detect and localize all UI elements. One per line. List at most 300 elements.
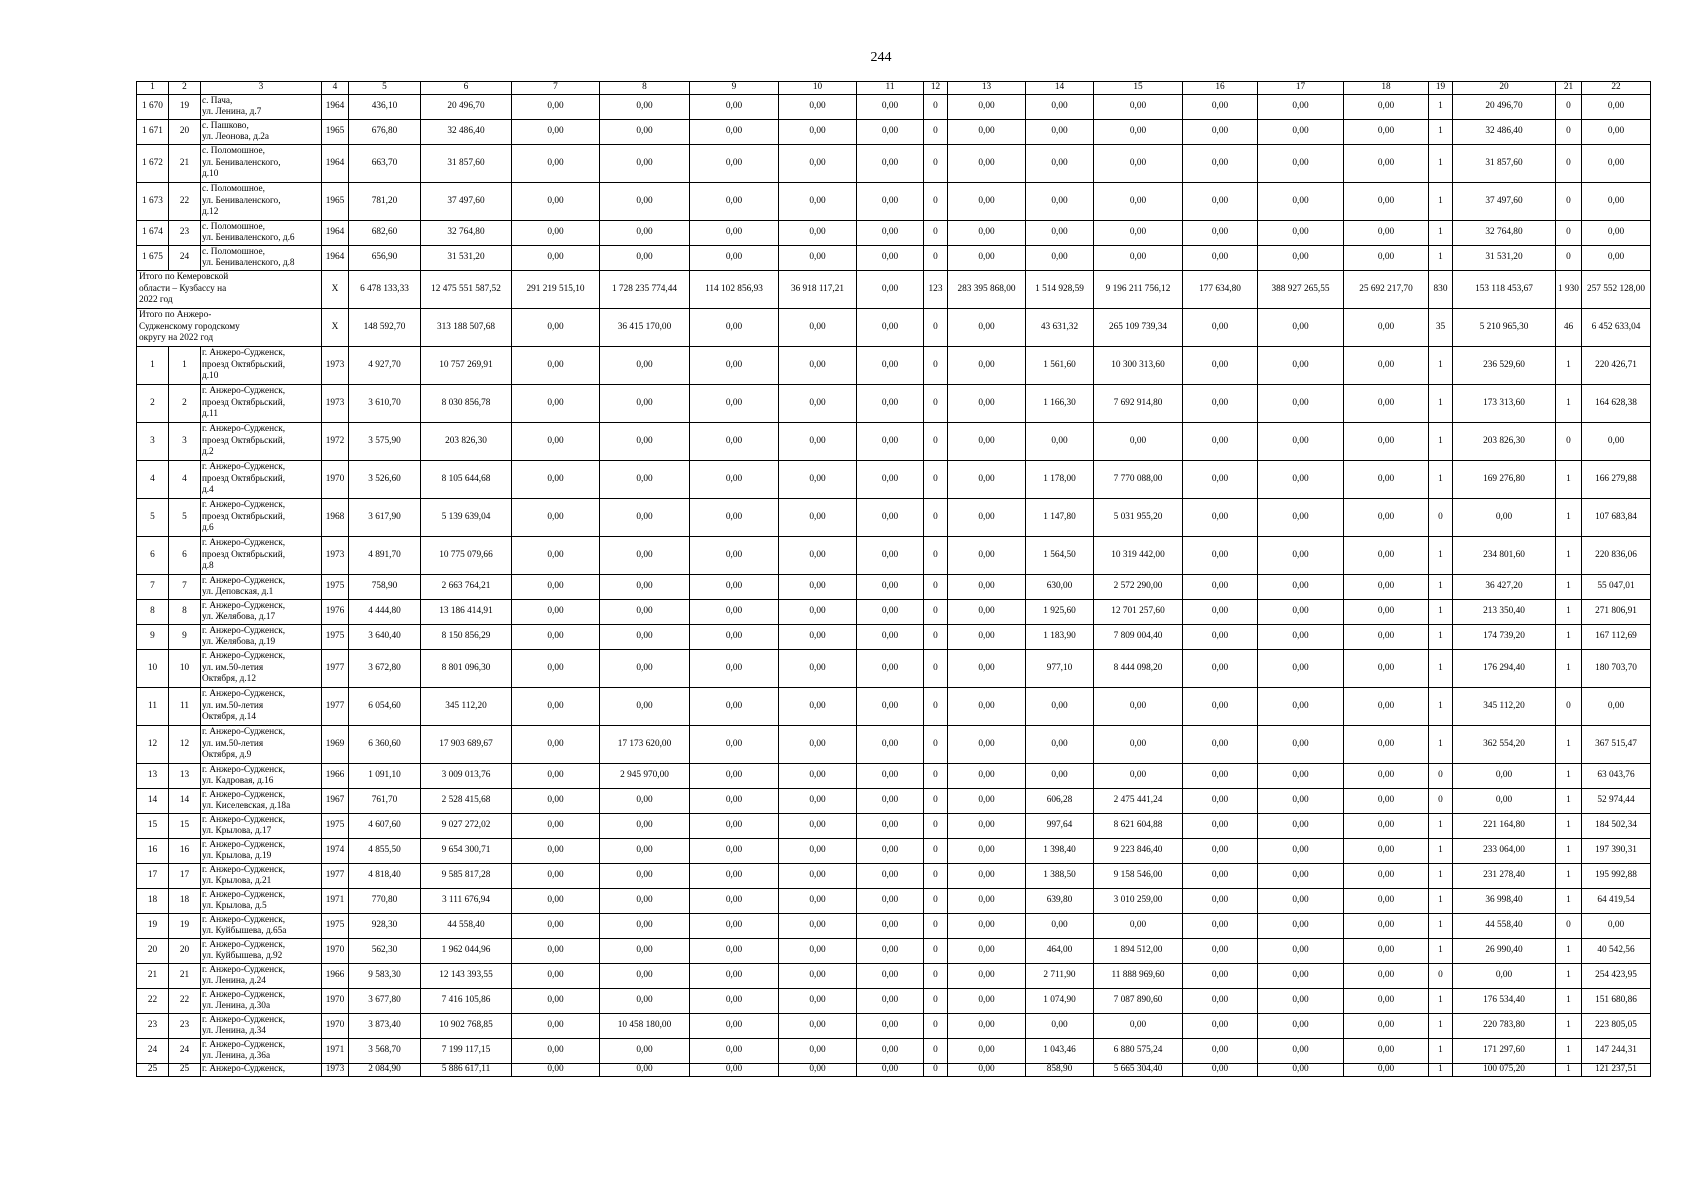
- value-cell: 0,00: [600, 839, 690, 864]
- value-cell: 0,00: [690, 246, 779, 271]
- value-cell: 0,00: [1183, 625, 1258, 650]
- value-cell: 0,00: [1026, 914, 1094, 939]
- value-cell: 176 294,40: [1453, 650, 1556, 688]
- value-cell: 0,00: [690, 309, 779, 347]
- data-table: [136, 81, 1651, 1077]
- value-cell: 0,00: [1344, 575, 1429, 600]
- value-cell: 0,00: [512, 1039, 600, 1064]
- value-cell: 0,00: [948, 726, 1026, 764]
- value-cell: 0,00: [779, 939, 857, 964]
- value-cell: 0,00: [690, 1039, 779, 1064]
- value-cell: 0,00: [948, 839, 1026, 864]
- value-cell: 0,00: [1258, 764, 1344, 789]
- table-row: [137, 939, 1651, 964]
- value-cell: 0,00: [600, 145, 690, 183]
- value-cell: 0,00: [1258, 1064, 1344, 1077]
- value-cell: 1: [1556, 650, 1582, 688]
- value-cell: 37 497,60: [1453, 183, 1556, 221]
- year-cell: 1970: [322, 1014, 349, 1039]
- value-cell: 0,00: [779, 1064, 857, 1077]
- value-cell: 52 974,44: [1582, 789, 1651, 814]
- table-row: [137, 789, 1651, 814]
- value-cell: 0,00: [690, 423, 779, 461]
- address-cell: г. Анжеро-Судженск, ул. им.50-летия Октября, д.9: [201, 726, 322, 764]
- value-cell: 0,00: [1258, 347, 1344, 385]
- value-cell: 0,00: [1258, 839, 1344, 864]
- value-cell: 12 475 551 587,52: [421, 271, 512, 309]
- value-cell: 0,00: [690, 764, 779, 789]
- value-cell: 203 826,30: [421, 423, 512, 461]
- value-cell: 169 276,80: [1453, 461, 1556, 499]
- value-cell: 0,00: [600, 1064, 690, 1077]
- value-cell: 1: [1429, 625, 1453, 650]
- value-cell: 1 091,10: [349, 764, 421, 789]
- value-cell: 1: [1556, 499, 1582, 537]
- value-cell: 100 075,20: [1453, 1064, 1556, 1077]
- value-cell: 630,00: [1026, 575, 1094, 600]
- value-cell: 1: [1429, 461, 1453, 499]
- value-cell: 0,00: [600, 347, 690, 385]
- value-cell: 9 585 817,28: [421, 864, 512, 889]
- year-cell: 1970: [322, 939, 349, 964]
- table-row: [137, 989, 1651, 1014]
- value-cell: 0,00: [948, 814, 1026, 839]
- value-cell: 1: [1556, 864, 1582, 889]
- value-cell: 0,00: [1183, 537, 1258, 575]
- value-cell: 0: [924, 989, 948, 1014]
- summary-label: Итого по Кемеровской области – Кузбассу на 2022 год: [137, 271, 322, 309]
- value-cell: 121 237,51: [1582, 1064, 1651, 1077]
- value-cell: 5 665 304,40: [1094, 1064, 1183, 1077]
- value-cell: 928,30: [349, 914, 421, 939]
- address-cell: г. Анжеро-Судженск, ул. им.50-летия Октября, д.14: [201, 688, 322, 726]
- value-cell: 1 925,60: [1026, 600, 1094, 625]
- column-number-cell: 11: [857, 82, 924, 95]
- row-index-cell: 24: [169, 246, 201, 271]
- value-cell: 0: [924, 461, 948, 499]
- value-cell: 0,00: [1344, 145, 1429, 183]
- value-cell: 0: [924, 423, 948, 461]
- value-cell: 0,00: [1026, 423, 1094, 461]
- value-cell: 2 711,90: [1026, 964, 1094, 989]
- value-cell: 234 801,60: [1453, 537, 1556, 575]
- value-cell: 10 319 442,00: [1094, 537, 1183, 575]
- value-cell: 4 891,70: [349, 537, 421, 575]
- value-cell: 0,00: [948, 650, 1026, 688]
- row-index-cell: 2: [169, 385, 201, 423]
- value-cell: 0,00: [1258, 600, 1344, 625]
- value-cell: 1 894 512,00: [1094, 939, 1183, 964]
- value-cell: 1 564,50: [1026, 537, 1094, 575]
- value-cell: 0,00: [512, 1064, 600, 1077]
- value-cell: 2 663 764,21: [421, 575, 512, 600]
- value-cell: 0,00: [1094, 423, 1183, 461]
- value-cell: 9 027 272,02: [421, 814, 512, 839]
- value-cell: 0,00: [512, 221, 600, 246]
- value-cell: 0,00: [1258, 309, 1344, 347]
- value-cell: 1: [1429, 95, 1453, 120]
- column-number-cell: 12: [924, 82, 948, 95]
- value-cell: 1: [1429, 145, 1453, 183]
- value-cell: 1: [1556, 1064, 1582, 1077]
- value-cell: 0,00: [779, 575, 857, 600]
- value-cell: 0,00: [1258, 183, 1344, 221]
- value-cell: 0,00: [1344, 625, 1429, 650]
- value-cell: 213 350,40: [1453, 600, 1556, 625]
- row-index-cell: 22: [169, 183, 201, 221]
- value-cell: 0,00: [779, 764, 857, 789]
- value-cell: 0,00: [512, 246, 600, 271]
- value-cell: 1: [1556, 625, 1582, 650]
- row-index-cell: 23: [169, 221, 201, 246]
- value-cell: 0,00: [1094, 914, 1183, 939]
- year-cell: 1977: [322, 864, 349, 889]
- value-cell: 8 801 096,30: [421, 650, 512, 688]
- row-index-cell: 25: [169, 1064, 201, 1077]
- value-cell: 0,00: [779, 964, 857, 989]
- row-index-cell: 7: [169, 575, 201, 600]
- value-cell: 271 806,91: [1582, 600, 1651, 625]
- value-cell: 0: [1556, 246, 1582, 271]
- address-cell: с. Поломошное, ул. Бениваленского, д.6: [201, 221, 322, 246]
- value-cell: 1: [1429, 575, 1453, 600]
- value-cell: 682,60: [349, 221, 421, 246]
- value-cell: 0: [924, 650, 948, 688]
- value-cell: 0,00: [948, 1064, 1026, 1077]
- value-cell: 37 497,60: [421, 183, 512, 221]
- value-cell: 1: [1429, 889, 1453, 914]
- value-cell: 0,00: [1183, 461, 1258, 499]
- value-cell: 2 084,90: [349, 1064, 421, 1077]
- value-cell: 0,00: [1094, 145, 1183, 183]
- value-cell: 0,00: [512, 499, 600, 537]
- value-cell: 0: [1429, 789, 1453, 814]
- value-cell: 1: [1556, 889, 1582, 914]
- value-cell: 0,00: [779, 889, 857, 914]
- value-cell: 5 031 955,20: [1094, 499, 1183, 537]
- value-cell: 0,00: [857, 625, 924, 650]
- value-cell: 0,00: [512, 814, 600, 839]
- address-cell: с. Поломошное, ул. Бениваленского, д.12: [201, 183, 322, 221]
- row-number-cell: 8: [137, 600, 169, 625]
- value-cell: 0,00: [600, 575, 690, 600]
- value-cell: 0,00: [1183, 764, 1258, 789]
- value-cell: 0: [924, 964, 948, 989]
- value-cell: 0,00: [779, 309, 857, 347]
- year-cell: 1964: [322, 246, 349, 271]
- value-cell: 0,00: [857, 989, 924, 1014]
- column-number-cell: 18: [1344, 82, 1429, 95]
- value-cell: 0,00: [690, 1064, 779, 1077]
- value-cell: 1: [1429, 688, 1453, 726]
- value-cell: 1: [1556, 537, 1582, 575]
- value-cell: 7 809 004,40: [1094, 625, 1183, 650]
- value-cell: 0: [924, 914, 948, 939]
- value-cell: 0,00: [857, 221, 924, 246]
- value-cell: 123: [924, 271, 948, 309]
- value-cell: 0,00: [1453, 964, 1556, 989]
- value-cell: 1 074,90: [1026, 989, 1094, 1014]
- value-cell: 0,00: [857, 423, 924, 461]
- value-cell: 1: [1429, 1039, 1453, 1064]
- value-cell: 1 728 235 774,44: [600, 271, 690, 309]
- value-cell: 0,00: [1344, 347, 1429, 385]
- value-cell: 0,00: [857, 271, 924, 309]
- value-cell: 0: [924, 499, 948, 537]
- value-cell: 1 962 044,96: [421, 939, 512, 964]
- address-cell: г. Анжеро-Судженск, ул. Желябова, д.19: [201, 625, 322, 650]
- row-number-cell: 3: [137, 423, 169, 461]
- value-cell: 291 219 515,10: [512, 271, 600, 309]
- value-cell: 36 918 117,21: [779, 271, 857, 309]
- table-row: [137, 625, 1651, 650]
- value-cell: 195 992,88: [1582, 864, 1651, 889]
- value-cell: 257 552 128,00: [1582, 271, 1651, 309]
- year-cell: 1965: [322, 120, 349, 145]
- value-cell: 5 139 639,04: [421, 499, 512, 537]
- column-number-cell: 21: [1556, 82, 1582, 95]
- value-cell: 7 692 914,80: [1094, 385, 1183, 423]
- value-cell: 0,00: [690, 989, 779, 1014]
- value-cell: 0,00: [512, 347, 600, 385]
- row-index-cell: 15: [169, 814, 201, 839]
- column-number-cell: 22: [1582, 82, 1651, 95]
- value-cell: 0,00: [857, 120, 924, 145]
- row-index-cell: 21: [169, 145, 201, 183]
- value-cell: 1: [1429, 423, 1453, 461]
- value-cell: 0,00: [600, 889, 690, 914]
- value-cell: 0: [1429, 964, 1453, 989]
- address-cell: г. Анжеро-Судженск, ул. Куйбышева, д.65а: [201, 914, 322, 939]
- column-number-cell: 13: [948, 82, 1026, 95]
- value-cell: 0,00: [690, 889, 779, 914]
- value-cell: 0,00: [1344, 1014, 1429, 1039]
- value-cell: 3 610,70: [349, 385, 421, 423]
- value-cell: 0,00: [857, 183, 924, 221]
- year-cell: 1973: [322, 347, 349, 385]
- row-number-cell: 5: [137, 499, 169, 537]
- value-cell: 0,00: [779, 145, 857, 183]
- value-cell: 265 109 739,34: [1094, 309, 1183, 347]
- value-cell: 31 857,60: [421, 145, 512, 183]
- value-cell: 0,00: [857, 246, 924, 271]
- value-cell: 0,00: [1344, 221, 1429, 246]
- value-cell: 1: [1429, 600, 1453, 625]
- row-number-cell: 1 674: [137, 221, 169, 246]
- value-cell: 0,00: [1183, 650, 1258, 688]
- value-cell: 9 223 846,40: [1094, 839, 1183, 864]
- value-cell: 0,00: [1344, 246, 1429, 271]
- value-cell: 0,00: [948, 1014, 1026, 1039]
- value-cell: 1: [1429, 914, 1453, 939]
- value-cell: 0,00: [1582, 145, 1651, 183]
- value-cell: 26 990,40: [1453, 939, 1556, 964]
- value-cell: 254 423,95: [1582, 964, 1651, 989]
- value-cell: 0: [924, 95, 948, 120]
- value-cell: 1: [1556, 839, 1582, 864]
- value-cell: 0,00: [600, 914, 690, 939]
- value-cell: 0,00: [1344, 964, 1429, 989]
- value-cell: 0,00: [600, 120, 690, 145]
- value-cell: 0,00: [512, 575, 600, 600]
- value-cell: 0,00: [1183, 385, 1258, 423]
- value-cell: 184 502,34: [1582, 814, 1651, 839]
- value-cell: 63 043,76: [1582, 764, 1651, 789]
- value-cell: 0: [1556, 423, 1582, 461]
- row-index-cell: 23: [169, 1014, 201, 1039]
- row-index-cell: 21: [169, 964, 201, 989]
- table-row: [137, 889, 1651, 914]
- row-number-cell: 10: [137, 650, 169, 688]
- value-cell: 0,00: [1258, 120, 1344, 145]
- address-cell: г. Анжеро-Судженск, проезд Октябрьский, д.4: [201, 461, 322, 499]
- year-cell: 1977: [322, 650, 349, 688]
- value-cell: 36 427,20: [1453, 575, 1556, 600]
- value-cell: 0,00: [1094, 183, 1183, 221]
- value-cell: 0,00: [948, 221, 1026, 246]
- value-cell: 1 147,80: [1026, 499, 1094, 537]
- value-cell: 0,00: [857, 499, 924, 537]
- value-cell: 167 112,69: [1582, 625, 1651, 650]
- table-row: [137, 95, 1651, 120]
- value-cell: 36 415 170,00: [600, 309, 690, 347]
- value-cell: 0,00: [1026, 688, 1094, 726]
- value-cell: 1 388,50: [1026, 864, 1094, 889]
- row-number-cell: 15: [137, 814, 169, 839]
- value-cell: 0,00: [1344, 864, 1429, 889]
- address-cell: г. Анжеро-Судженск, ул. Крылова, д.5: [201, 889, 322, 914]
- value-cell: 0,00: [1094, 246, 1183, 271]
- value-cell: 0,00: [948, 625, 1026, 650]
- year-cell: 1975: [322, 914, 349, 939]
- year-cell: 1973: [322, 385, 349, 423]
- value-cell: 0,00: [512, 789, 600, 814]
- value-cell: 1: [1556, 726, 1582, 764]
- value-cell: 1 398,40: [1026, 839, 1094, 864]
- value-cell: 3 617,90: [349, 499, 421, 537]
- value-cell: 0,00: [1582, 183, 1651, 221]
- row-number-cell: 4: [137, 461, 169, 499]
- value-cell: 0: [924, 537, 948, 575]
- year-cell: 1968: [322, 499, 349, 537]
- value-cell: 10 902 768,85: [421, 1014, 512, 1039]
- table-row: [137, 145, 1651, 183]
- value-cell: 0: [924, 145, 948, 183]
- value-cell: 0,00: [600, 183, 690, 221]
- value-cell: 0,00: [948, 575, 1026, 600]
- value-cell: 32 764,80: [421, 221, 512, 246]
- value-cell: 35: [1429, 309, 1453, 347]
- table-row: [137, 1039, 1651, 1064]
- value-cell: 2 528 415,68: [421, 789, 512, 814]
- table-row: [137, 814, 1651, 839]
- value-cell: 10 757 269,91: [421, 347, 512, 385]
- value-cell: 0,00: [512, 385, 600, 423]
- value-cell: 663,70: [349, 145, 421, 183]
- value-cell: 0,00: [779, 989, 857, 1014]
- year-cell: 1972: [322, 423, 349, 461]
- value-cell: 12 143 393,55: [421, 964, 512, 989]
- value-cell: 0,00: [600, 625, 690, 650]
- table-row: [137, 537, 1651, 575]
- year-cell: 1967: [322, 789, 349, 814]
- value-cell: 0,00: [1344, 1039, 1429, 1064]
- value-cell: 4 818,40: [349, 864, 421, 889]
- value-cell: 3 672,80: [349, 650, 421, 688]
- value-cell: 1: [1556, 964, 1582, 989]
- value-cell: 147 244,31: [1582, 1039, 1651, 1064]
- value-cell: 0,00: [857, 461, 924, 499]
- value-cell: 0,00: [857, 1014, 924, 1039]
- value-cell: 1 043,46: [1026, 1039, 1094, 1064]
- value-cell: 0,00: [948, 789, 1026, 814]
- value-cell: 0,00: [690, 726, 779, 764]
- value-cell: 17 903 689,67: [421, 726, 512, 764]
- value-cell: 0,00: [857, 145, 924, 183]
- value-cell: 0: [924, 221, 948, 246]
- address-cell: с. Пашково, ул. Леонова, д.2а: [201, 120, 322, 145]
- value-cell: 0,00: [600, 385, 690, 423]
- value-cell: 3 575,90: [349, 423, 421, 461]
- value-cell: 0,00: [1344, 1064, 1429, 1077]
- value-cell: 0,00: [857, 600, 924, 625]
- value-cell: 0,00: [690, 347, 779, 385]
- value-cell: 1: [1556, 939, 1582, 964]
- year-cell: 1971: [322, 889, 349, 914]
- table-row: [137, 688, 1651, 726]
- value-cell: 977,10: [1026, 650, 1094, 688]
- value-cell: 0,00: [1344, 726, 1429, 764]
- table-row: [137, 1064, 1651, 1077]
- value-cell: 0: [1556, 688, 1582, 726]
- value-cell: 0: [924, 1064, 948, 1077]
- value-cell: 0,00: [779, 221, 857, 246]
- year-cell: 1974: [322, 839, 349, 864]
- value-cell: 0,00: [779, 423, 857, 461]
- address-cell: г. Анжеро-Судженск, ул. Крылова, д.21: [201, 864, 322, 889]
- address-cell: г. Анжеро-Судженск,: [201, 1064, 322, 1077]
- row-number-cell: 22: [137, 989, 169, 1014]
- row-number-cell: 18: [137, 889, 169, 914]
- row-index-cell: 22: [169, 989, 201, 1014]
- value-cell: 0,00: [1582, 246, 1651, 271]
- column-number-cell: 10: [779, 82, 857, 95]
- value-cell: 0,00: [779, 461, 857, 499]
- value-cell: 0: [1556, 914, 1582, 939]
- column-number-cell: 16: [1183, 82, 1258, 95]
- value-cell: 0,00: [857, 347, 924, 385]
- value-cell: 1: [1556, 989, 1582, 1014]
- row-index-cell: 3: [169, 423, 201, 461]
- value-cell: 0,00: [857, 939, 924, 964]
- value-cell: 153 118 453,67: [1453, 271, 1556, 309]
- value-cell: 0,00: [690, 575, 779, 600]
- row-number-cell: 20: [137, 939, 169, 964]
- table-row: [137, 461, 1651, 499]
- value-cell: 0,00: [948, 120, 1026, 145]
- value-cell: 6 054,60: [349, 688, 421, 726]
- value-cell: 0,00: [948, 423, 1026, 461]
- value-cell: 0,00: [857, 964, 924, 989]
- value-cell: 0,00: [1258, 864, 1344, 889]
- value-cell: 0,00: [857, 1039, 924, 1064]
- column-number-cell: 6: [421, 82, 512, 95]
- table-row: [137, 726, 1651, 764]
- value-cell: 3 873,40: [349, 1014, 421, 1039]
- value-cell: 0,00: [600, 246, 690, 271]
- table-row: [137, 764, 1651, 789]
- value-cell: 0,00: [1453, 789, 1556, 814]
